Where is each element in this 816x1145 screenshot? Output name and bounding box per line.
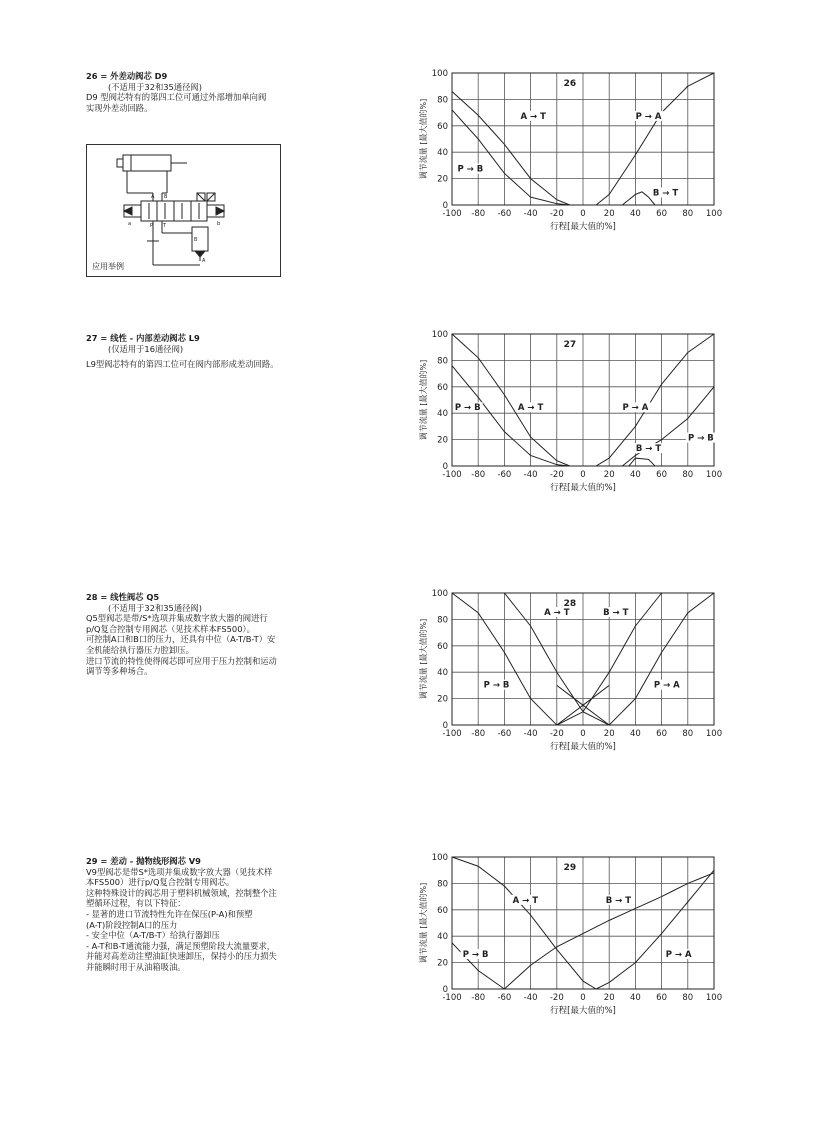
- y-tick-label: 60: [437, 905, 448, 916]
- y-tick-label: 20: [437, 174, 448, 185]
- y-tick-label: 40: [437, 932, 448, 943]
- x-tick-label: 60: [656, 470, 668, 480]
- x-tick-label: -40: [523, 209, 538, 219]
- svg-text:B: B: [194, 237, 198, 243]
- flow-chart-26: [400, 65, 730, 244]
- y-axis-label: 调节流量 [最大值的%]: [419, 882, 428, 964]
- series-label: P → A: [635, 111, 662, 122]
- x-tick-label: -40: [523, 729, 538, 739]
- y-tick-label: 60: [437, 121, 448, 132]
- series-label: P → B: [457, 164, 484, 175]
- body-line: L9型阀芯特有的第四工位可在阀内部形成差动回路。: [86, 359, 279, 370]
- diagram-caption: 应用举例: [92, 262, 124, 271]
- section-heading: 29 = 差动 - 抛物线形阀芯 V9: [86, 856, 201, 866]
- flow-chart-28: [400, 585, 730, 764]
- x-tick-label: 0: [580, 470, 586, 480]
- svg-text:a: a: [128, 221, 132, 227]
- body-line: V9型阀芯是带S*选项并集成数字放大器（见技术样: [86, 866, 273, 877]
- x-axis-label: 行程[最大值的%]: [550, 742, 616, 752]
- x-tick-label: -100: [442, 209, 462, 219]
- series-curve-3: [596, 870, 714, 989]
- svg-text:B: B: [164, 194, 168, 200]
- series-label: P → A: [622, 403, 649, 414]
- x-tick-label: -60: [497, 470, 512, 480]
- section-body: [86, 613, 311, 677]
- y-tick-label: 0: [442, 462, 448, 472]
- series-curve-4: [629, 458, 655, 466]
- y-tick-label: 0: [442, 985, 448, 995]
- body-line: (A-T)阶段控制A口的压力: [86, 919, 178, 930]
- series-label: A → T: [544, 608, 570, 619]
- series-label: P → B: [462, 950, 489, 960]
- body-line: 可控制A口和B口的压力，还具有中位（A-T/B-T）安: [86, 634, 276, 645]
- y-tick-label: 20: [437, 694, 448, 705]
- series-label: P → B: [688, 433, 714, 444]
- x-tick-label: -20: [549, 470, 564, 480]
- y-tick-label: 100: [431, 69, 448, 79]
- x-tick-label: -100: [442, 470, 462, 480]
- y-tick-label: 0: [442, 721, 448, 731]
- series-label: B → T: [652, 188, 679, 199]
- x-tick-label: -60: [497, 993, 512, 1003]
- body-line: 本FS500）进行p/Q复合控制专用阀芯。: [86, 877, 235, 888]
- chart-number: 28: [563, 599, 577, 609]
- body-line: - A-T和B-T通流能力强，满足预塑阶段大流量要求，: [86, 940, 276, 951]
- x-tick-label: 20: [603, 993, 615, 1003]
- series-curve-2: [596, 73, 714, 205]
- section-heading: 26 = 外差动阀芯 D9: [86, 71, 168, 81]
- y-tick-label: 100: [431, 330, 448, 340]
- series-curve-3: [622, 192, 655, 205]
- svg-text:A: A: [202, 258, 206, 264]
- series-curve-0: [452, 91, 570, 205]
- section-subtitle: (不适用于32和35通径阀): [108, 602, 202, 613]
- x-axis-label: 行程[最大值的%]: [550, 1006, 616, 1016]
- flow-chart-29: [400, 849, 730, 1028]
- section-subtitle: (仅适用于16通径阀): [108, 343, 184, 354]
- y-tick-label: 80: [437, 879, 448, 890]
- series-curve-1: [452, 110, 570, 205]
- body-line: 调节等多种场合。: [86, 666, 153, 677]
- flow-chart-27: [400, 326, 730, 505]
- y-axis-label: 调节流量 [最大值的%]: [419, 98, 428, 180]
- x-tick-label: 60: [656, 993, 668, 1003]
- y-tick-label: 80: [437, 615, 448, 626]
- svg-text:A: A: [151, 194, 155, 200]
- y-tick-label: 0: [442, 201, 448, 211]
- x-tick-label: -100: [442, 993, 462, 1003]
- series-label: P → A: [665, 950, 692, 960]
- series-curve-1: [452, 857, 596, 989]
- series-label: B → T: [635, 444, 662, 455]
- body-line: 全机能给执行器压力腔卸压。: [86, 644, 194, 655]
- chart-number: 27: [563, 340, 577, 350]
- series-label: A → T: [512, 895, 539, 906]
- chart-number: 29: [563, 863, 577, 873]
- x-tick-label: 60: [656, 209, 668, 219]
- body-line: D9 型阀芯特有的第四工位可通过外部增加单向阀: [86, 92, 267, 103]
- x-tick-label: -40: [523, 470, 538, 480]
- x-axis-label: 行程[最大值的%]: [550, 222, 616, 232]
- body-line: 这种特殊设计的阀芯用于塑料机械领域，控制整个注: [86, 887, 277, 898]
- x-tick-label: 20: [603, 470, 615, 480]
- x-tick-label: 80: [682, 470, 694, 480]
- x-tick-label: -80: [471, 209, 486, 219]
- section-29-text: [86, 856, 311, 973]
- x-tick-label: 20: [603, 729, 615, 739]
- svg-text:P: P: [150, 223, 154, 229]
- series-curve-1: [452, 334, 570, 466]
- y-tick-label: 60: [437, 641, 448, 652]
- body-line: 并能瞬时用于从油箱吸油。: [86, 961, 186, 972]
- x-tick-label: 100: [705, 993, 723, 1003]
- body-line: Q5型阀芯是带/S*选项并集成数字放大器的阀进行: [86, 613, 268, 624]
- body-line: 塑循环过程，有以下特征：: [86, 898, 186, 909]
- y-tick-label: 100: [431, 589, 448, 599]
- series-label: B → T: [605, 895, 632, 906]
- x-tick-label: -80: [471, 993, 486, 1003]
- x-tick-label: -60: [497, 729, 512, 739]
- svg-text:b: b: [217, 221, 221, 227]
- y-axis-label: 调节流量 [最大值的%]: [419, 618, 428, 700]
- section-27-text: [86, 333, 311, 370]
- body-line: - 安全中位（A-T/B-T）给执行器卸压: [86, 930, 220, 941]
- x-tick-label: 80: [682, 209, 694, 219]
- valve-circuit-diagram: [86, 144, 281, 277]
- x-tick-label: 80: [682, 729, 694, 739]
- section-body: [86, 359, 311, 370]
- x-tick-label: 40: [629, 470, 641, 480]
- body-line: p/Q复合控制专用阀芯（见技术样本FS500）。: [86, 623, 255, 634]
- x-tick-label: 60: [656, 729, 668, 739]
- x-tick-label: -20: [549, 729, 564, 739]
- x-tick-label: 0: [580, 993, 586, 1003]
- x-tick-label: -20: [549, 209, 564, 219]
- series-curve-0: [452, 366, 570, 466]
- x-tick-label: 80: [682, 993, 694, 1003]
- hydraulic-schematic-icon: [87, 145, 282, 278]
- x-tick-label: -20: [549, 993, 564, 1003]
- x-tick-label: 40: [629, 209, 641, 219]
- x-tick-label: -60: [497, 209, 512, 219]
- x-tick-label: 40: [629, 993, 641, 1003]
- y-tick-label: 40: [437, 148, 448, 159]
- body-line: - 显著的进口节流特性允许在保压(P-A)和预塑: [86, 908, 253, 919]
- section-heading: 28 = 线性阀芯 Q5: [86, 592, 160, 602]
- body-line: 进口节流的特性使得阀芯即可应用于压力控制和运动: [86, 655, 277, 666]
- x-tick-label: 20: [603, 209, 615, 219]
- section-28-text: [86, 592, 311, 677]
- y-tick-label: 20: [437, 958, 448, 969]
- series-label: P → B: [483, 680, 510, 691]
- section-body: [86, 92, 311, 113]
- x-tick-label: 100: [705, 470, 723, 480]
- y-tick-label: 80: [437, 356, 448, 367]
- x-tick-label: 100: [705, 729, 723, 739]
- x-tick-label: -80: [471, 470, 486, 480]
- section-heading: 27 = 线性 - 内部差动阀芯 L9: [86, 333, 200, 343]
- series-label: A → T: [520, 111, 546, 122]
- y-tick-label: 60: [437, 382, 448, 393]
- section-26-text: [86, 71, 311, 113]
- x-tick-label: 0: [580, 209, 586, 219]
- x-tick-label: -100: [442, 729, 462, 739]
- series-label: A → T: [517, 403, 544, 414]
- x-tick-label: -80: [471, 729, 486, 739]
- series-label: P → A: [653, 680, 680, 691]
- x-tick-label: 100: [705, 209, 723, 219]
- chart-number: 26: [563, 79, 577, 89]
- body-line: 并能对高差动注塑油缸快速卸压，保持小的压力损失: [86, 951, 277, 962]
- y-tick-label: 40: [437, 668, 448, 679]
- series-label: P → B: [454, 403, 481, 414]
- svg-text:T: T: [163, 223, 167, 229]
- x-axis-label: 行程[最大值的%]: [550, 483, 616, 493]
- y-axis-label: 调节流量 [最大值的%]: [419, 359, 428, 441]
- y-tick-label: 20: [437, 435, 448, 446]
- body-line: 实现外差动回路。: [86, 102, 153, 113]
- section-body: [86, 867, 311, 973]
- y-tick-label: 40: [437, 409, 448, 420]
- x-tick-label: -40: [523, 993, 538, 1003]
- section-subtitle: (不适用于32和35通径阀): [108, 81, 202, 92]
- series-label: B → T: [603, 608, 629, 619]
- x-tick-label: 0: [580, 729, 586, 739]
- y-tick-label: 80: [437, 95, 448, 106]
- x-tick-label: 40: [629, 729, 641, 739]
- y-tick-label: 100: [431, 853, 448, 863]
